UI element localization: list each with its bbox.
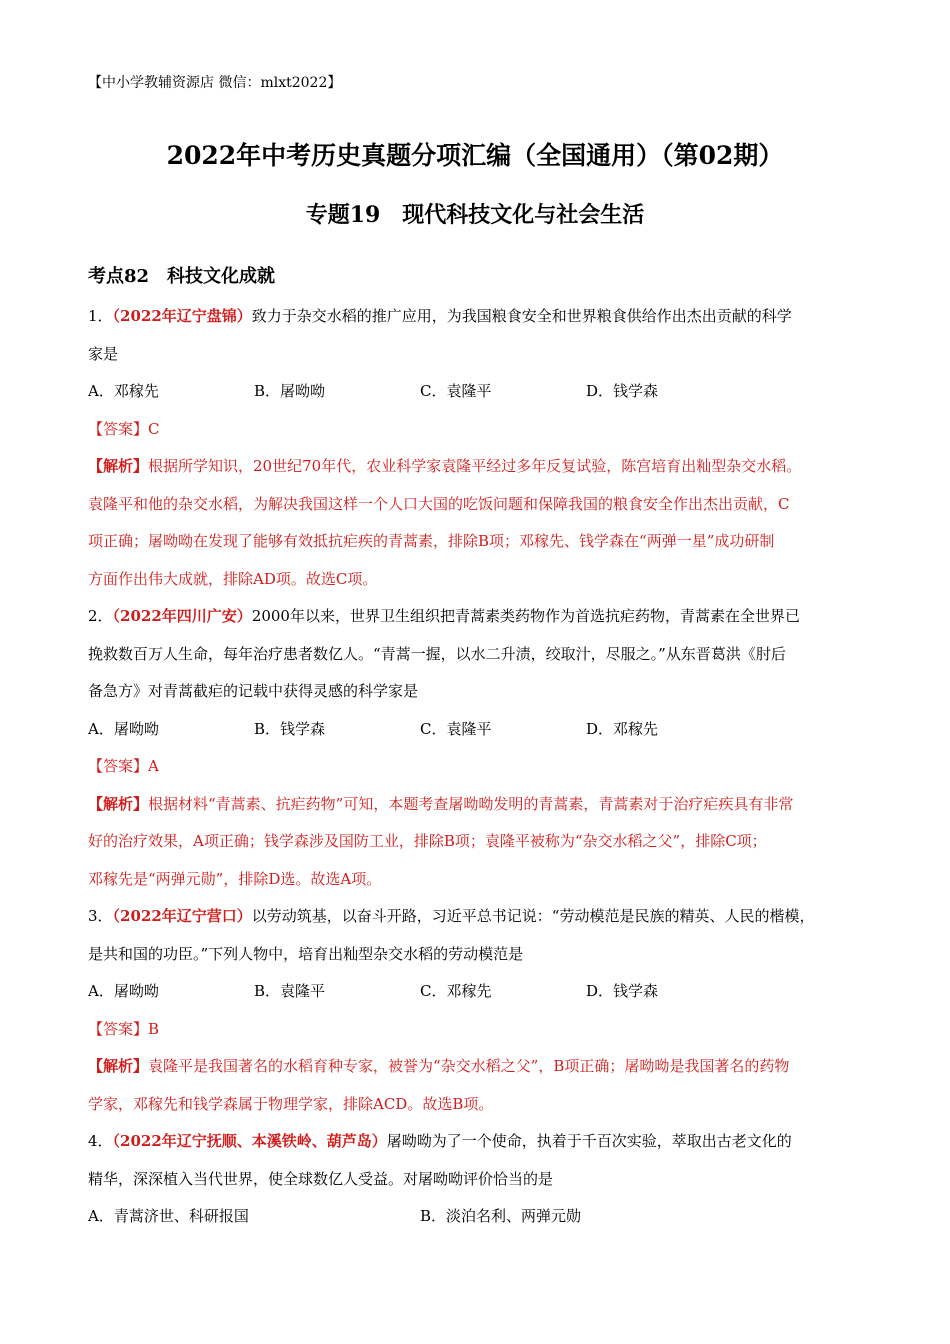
answer: 【答案】C xyxy=(88,419,160,438)
analysis-text: 根据材料“青蒿素、抗疟药物”可知，本题考查屠呦呦发明的青蒿素，青蒿素对于治疗疟疾具有非常 xyxy=(148,794,794,813)
option-c: C．袁隆平 xyxy=(420,719,492,738)
question-1 xyxy=(88,298,868,598)
question-stem xyxy=(88,298,868,336)
option-row xyxy=(88,1198,868,1236)
option-a: A．青蒿济世、科研报国 xyxy=(88,1207,249,1225)
analysis xyxy=(88,786,868,824)
stem-text: 家是 xyxy=(88,344,119,363)
answer: 【答案】A xyxy=(88,757,159,775)
question-4 xyxy=(88,1123,868,1236)
stem-text: 精华，深深植入当代世界，使全球数亿人受益。对屠呦呦评价恰当的是 xyxy=(88,1169,554,1188)
analysis xyxy=(88,448,868,486)
stem-text: 备急方》对青蒿截疟的记载中获得灵感的科学家是 xyxy=(88,682,419,700)
question-stem xyxy=(88,898,868,936)
stem-text: 致力于杂交水稻的推广应用，为我国粮食安全和世界粮食供给作出杰出贡献的科学 xyxy=(251,307,792,325)
option-d: D．钱学森 xyxy=(586,382,659,400)
question-number: 3． xyxy=(88,907,113,925)
option-b: B．淡泊名利、两弹元勋 xyxy=(420,1207,582,1225)
analysis-text: 项正确；屠呦呦在发现了能够有效抵抗疟疾的青蒿素，排除B项；邓稼先、钱学森在“两弹一星”成功研制 xyxy=(88,532,775,550)
option-c: C．袁隆平 xyxy=(420,382,492,400)
stem-text: 2000年以来，世界卫生组织把青蒿素类药物作为首选抗疟药物，青蒿素在全世界已 xyxy=(251,607,800,625)
option-c: C．邓稼先 xyxy=(420,982,492,1000)
question-source: （2022年辽宁盘锦） xyxy=(112,307,252,325)
question-list xyxy=(88,298,868,1236)
analysis-text: 根据所学知识，20世纪70年代，农业科学家袁隆平经过多年反复试验，陈宫培育出籼型杂交水稻。 xyxy=(148,457,802,475)
question-number: 4． xyxy=(88,1132,113,1150)
analysis-text: 学家，邓稼先和钱学森属于物理学家，排除ACD。故选B项。 xyxy=(88,1094,494,1113)
option-a: A．屠呦呦 xyxy=(88,719,159,738)
analysis-text: 好的治疗效果，A项正确；钱学森涉及国防工业，排除B项；袁隆平被称为“杂交水稻之父”，排除C项； xyxy=(88,832,767,850)
question-source: （2022年四川广安） xyxy=(112,607,252,625)
option-row xyxy=(88,973,868,1011)
answer: 【答案】B xyxy=(88,1019,160,1038)
option-a: A．屠呦呦 xyxy=(88,982,159,1000)
option-d: D．钱学森 xyxy=(586,982,659,1000)
page-title: 2022年中考历史真题分项汇编（全国通用）（第02期） xyxy=(166,141,784,170)
question-source: （2022年辽宁营口） xyxy=(112,907,252,925)
question-source: （2022年辽宁抚顺、本溪铁岭、葫芦岛） xyxy=(112,1132,387,1150)
question-number: 2． xyxy=(88,607,113,625)
analysis-label: 【解析】 xyxy=(88,794,149,813)
stem-text: 屠呦呦为了一个使命，执着于千百次实验，萃取出古老文化的 xyxy=(386,1132,792,1150)
analysis-text: 邓稼先是“两弹元勋”，排除D选。故选A项。 xyxy=(88,869,382,888)
analysis xyxy=(88,1048,868,1086)
option-d: D．邓稼先 xyxy=(586,719,659,738)
option-b: B．钱学森 xyxy=(254,719,326,738)
question-number: 1． xyxy=(88,307,113,325)
analysis-text: 方面作出伟大成就，排除AD项。故选C项。 xyxy=(88,569,378,588)
analysis-label: 【解析】 xyxy=(88,457,149,475)
stem-text: 挽救数百万人生命，每年治疗患者数亿人。“青蒿一握，以水二升渍，绞取汁，尽服之。”从东晋葛洪《肘后 xyxy=(88,644,786,663)
analysis-text: 袁隆平是我国著名的水稻育种专家，被誉为“杂交水稻之父”，B项正确；屠呦呦是我国著名的药物 xyxy=(148,1057,790,1075)
section-title: 考点82 科技文化成就 xyxy=(88,266,276,287)
option-a: A．邓稼先 xyxy=(88,382,159,400)
stem-text: 以劳动筑基，以奋斗开路，习近平总书记说：“劳动模范是民族的精英、人民的楷模， xyxy=(251,907,815,925)
question-3 xyxy=(88,898,868,1123)
option-b: B．袁隆平 xyxy=(254,982,326,1000)
option-b: B．屠呦呦 xyxy=(254,382,326,400)
question-stem xyxy=(88,1123,868,1161)
analysis-text: 袁隆平和他的杂交水稻，为解决我国这样一个人口大国的吃饭问题和保障我国的粮食安全作出杰出贡献，C xyxy=(88,494,790,513)
analysis-label: 【解析】 xyxy=(88,1057,149,1075)
question-2 xyxy=(88,598,868,898)
stem-text: 是共和国的功臣。”下列人物中，培育出籼型杂交水稻的劳动模范是 xyxy=(88,944,524,963)
question-stem xyxy=(88,598,868,636)
page-subtitle: 专题19 现代科技文化与社会生活 xyxy=(305,202,645,228)
header-note: 【中小学教辅资源店 微信：mlxt2022】 xyxy=(88,75,342,91)
option-row xyxy=(88,711,868,749)
option-row xyxy=(88,373,868,411)
